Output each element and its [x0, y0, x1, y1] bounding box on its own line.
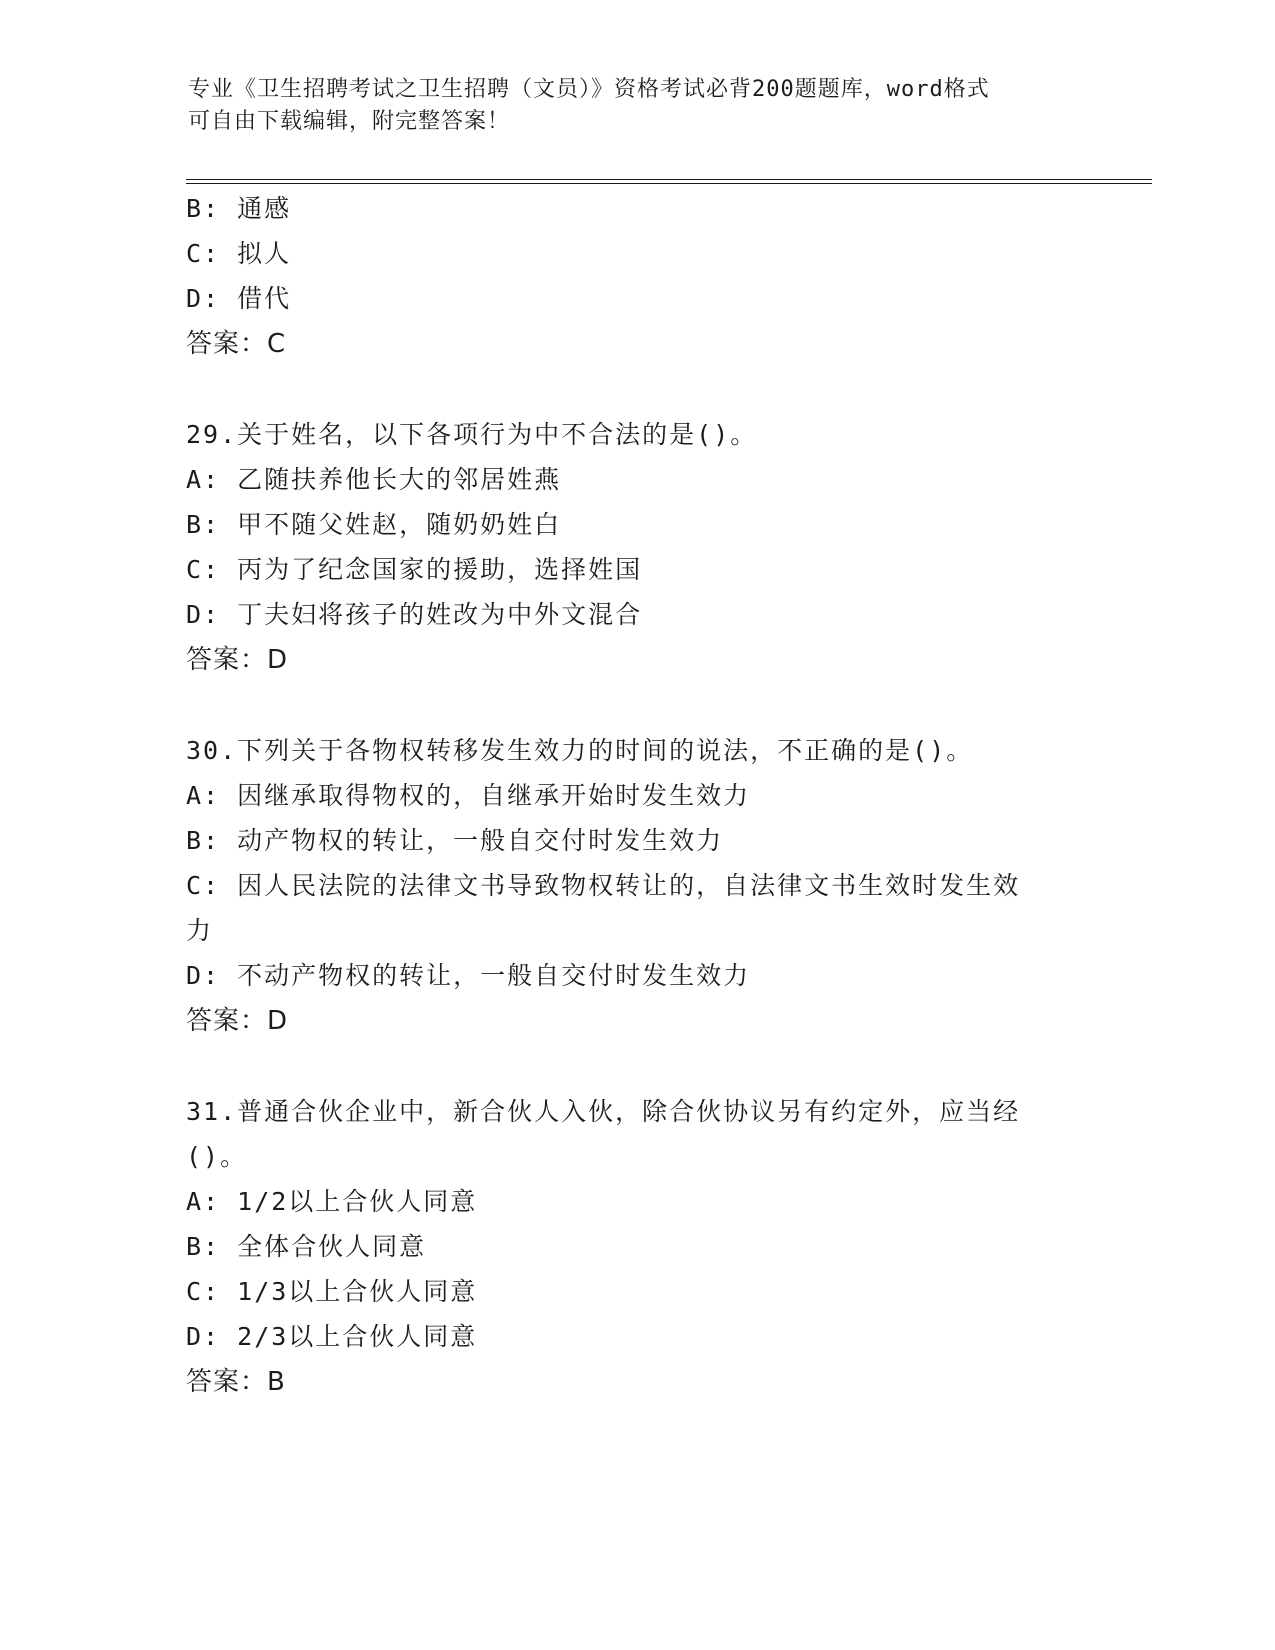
- q31-option-d: D: 2/3以上合伙人同意: [186, 1322, 478, 1351]
- q30-answer: 答案：D: [186, 1006, 289, 1036]
- q30-option-c-continued: 力: [186, 916, 214, 945]
- q29-option-d: D: 丁夫妇将孩子的姓改为中外文混合: [186, 600, 643, 629]
- q29-option-c: C: 丙为了纪念国家的援助，选择姓国: [186, 555, 643, 584]
- q29-option-a: A: 乙随扶养他长大的邻居姓燕: [186, 465, 562, 494]
- q30-option-a: A: 因继承取得物权的，自继承开始时发生效力: [186, 781, 751, 810]
- q29-option-b: B: 甲不随父姓赵，随奶奶姓白: [186, 510, 562, 539]
- q30-question: 30.下列关于各物权转移发生效力的时间的说法，不正确的是()。: [186, 736, 974, 765]
- q30-option-d: D: 不动产物权的转让，一般自交付时发生效力: [186, 961, 751, 990]
- q28-option-c: C: 拟人: [186, 239, 292, 268]
- q29-question: 29.关于姓名，以下各项行为中不合法的是()。: [186, 420, 758, 449]
- q31-answer: 答案：B: [186, 1367, 286, 1397]
- q30-option-b: B: 动产物权的转让，一般自交付时发生效力: [186, 826, 724, 855]
- header-divider-bottom: [186, 183, 1152, 184]
- header-title-line1: 专业《卫生招聘考试之卫生招聘（文员）》资格考试必背200题题库，word格式: [188, 77, 990, 102]
- q31-option-b: B: 全体合伙人同意: [186, 1232, 427, 1261]
- q28-option-d: D: 借代: [186, 284, 292, 313]
- document-header: [188, 74, 1068, 138]
- q31-question-continued: ()。: [186, 1142, 248, 1171]
- q28-answer: 答案：C: [186, 329, 287, 359]
- q29-answer: 答案：D: [186, 645, 289, 675]
- q31-option-a: A: 1/2以上合伙人同意: [186, 1187, 478, 1216]
- q31-option-c: C: 1/3以上合伙人同意: [186, 1277, 478, 1306]
- header-divider-top: [186, 179, 1152, 180]
- q30-option-c: C: 因人民法院的法律文书导致物权转让的，自法律文书生效时发生效: [186, 871, 1021, 900]
- q28-option-b: B: 通感: [186, 194, 292, 223]
- q31-question: 31.普通合伙企业中，新合伙人入伙，除合伙协议另有约定外，应当经: [186, 1097, 1021, 1126]
- header-title-line2: 可自由下载编辑，附完整答案！: [188, 109, 511, 134]
